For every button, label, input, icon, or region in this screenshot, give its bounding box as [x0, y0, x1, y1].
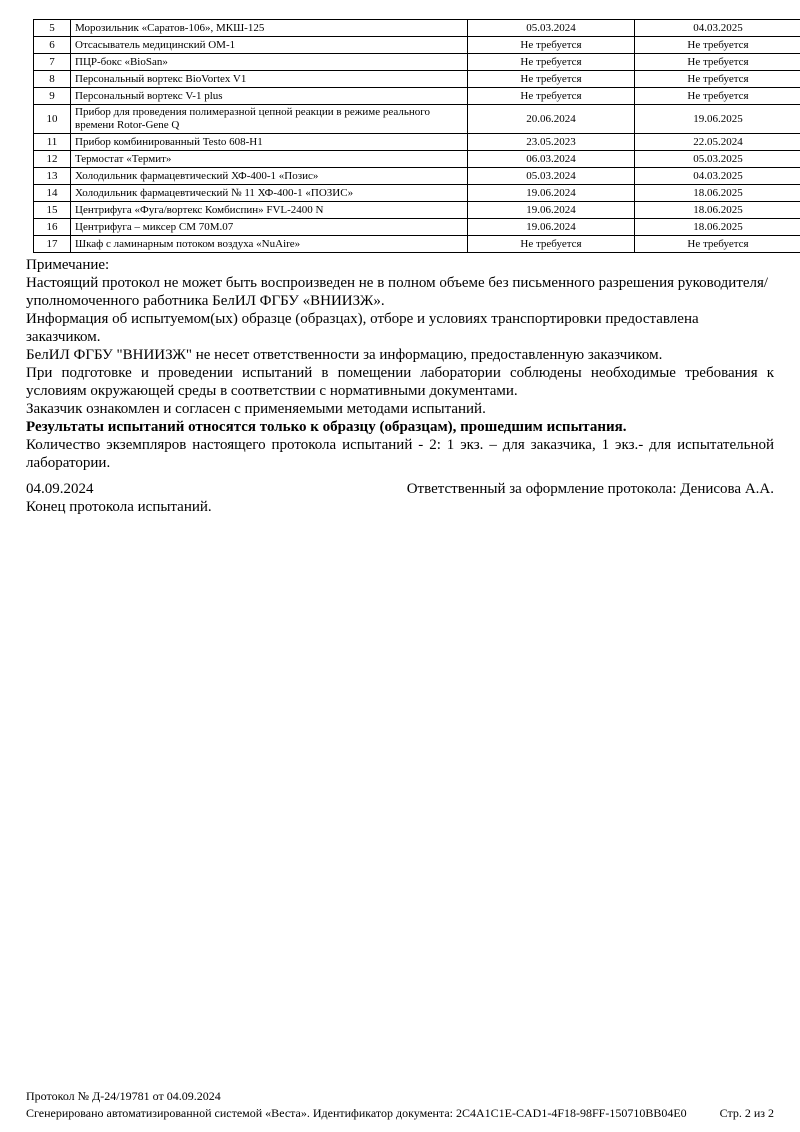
equipment-name: Центрифуга – миксер СМ 70М.07 [71, 219, 468, 236]
next-verification-date: 04.03.2025 [635, 168, 800, 185]
table-row [34, 151, 800, 168]
table-row [34, 168, 800, 185]
verification-date: 19.06.2024 [468, 219, 635, 236]
next-verification-date: 05.03.2025 [635, 151, 800, 168]
table-row [34, 236, 800, 253]
equipment-name: Отсасыватель медицинский ОМ-1 [71, 37, 468, 54]
equipment-table [33, 19, 800, 253]
row-number: 10 [34, 105, 71, 134]
verification-date: Не требуется [468, 37, 635, 54]
verification-date: 23.05.2023 [468, 134, 635, 151]
equipment-name: Персональный вортекс V-1 plus [71, 88, 468, 105]
next-verification-date: Не требуется [635, 236, 800, 253]
verification-date: Не требуется [468, 88, 635, 105]
row-number: 17 [34, 236, 71, 253]
table-row [34, 71, 800, 88]
note-paragraph: Информация об испытуемом(ых) образце (образцах), отборе и условиях транспортировки предоставлена заказчиком. [26, 311, 699, 345]
verification-date: 06.03.2024 [468, 151, 635, 168]
next-verification-date: 18.06.2025 [635, 219, 800, 236]
page-footer [26, 1088, 774, 1122]
table-row [34, 20, 800, 37]
footer-second-line [26, 1105, 774, 1122]
next-verification-date: Не требуется [635, 37, 800, 54]
note-paragraph: При подготовке и проведении испытаний в помещении лаборатории соблюдены необходимые требования к условиям окружающей среды в соответствии с нормативными документами. [26, 365, 774, 399]
note-paragraph: Результаты испытаний относятся только к образцу (образцам), прошедшим испытания. [26, 419, 627, 435]
table-row [34, 54, 800, 71]
row-number: 14 [34, 185, 71, 202]
blank-space [26, 516, 774, 1088]
table-row [34, 185, 800, 202]
footer-protocol-number: Протокол № Д-24/19781 от 04.09.2024 [26, 1089, 221, 1103]
row-number: 5 [34, 20, 71, 37]
table-row [34, 134, 800, 151]
row-number: 9 [34, 88, 71, 105]
equipment-name: Прибор комбинированный Testo 608-H1 [71, 134, 468, 151]
protocol-date: 04.09.2024 [26, 481, 94, 497]
signature-row [26, 480, 774, 498]
row-number: 15 [34, 202, 71, 219]
next-verification-date: Не требуется [635, 88, 800, 105]
end-of-protocol-line: Конец протокола испытаний. [26, 499, 212, 515]
verification-date: Не требуется [468, 236, 635, 253]
verification-date: 19.06.2024 [468, 185, 635, 202]
row-number: 12 [34, 151, 71, 168]
row-number: 16 [34, 219, 71, 236]
verification-date: Не требуется [468, 71, 635, 88]
table-row [34, 88, 800, 105]
row-number: 8 [34, 71, 71, 88]
table-row [34, 219, 800, 236]
note-paragraph: Заказчик ознакомлен и согласен с применяемыми методами испытаний. [26, 401, 486, 417]
row-number: 13 [34, 168, 71, 185]
verification-date: 19.06.2024 [468, 202, 635, 219]
note-paragraph: Настоящий протокол не может быть воспроизведен не в полном объеме без письменного разрешения руководителя/уполномоченного работника БелИЛ ФГБУ «ВНИИЗЖ». [26, 275, 769, 309]
verification-date: 05.03.2024 [468, 168, 635, 185]
next-verification-date: 19.06.2025 [635, 105, 800, 134]
equipment-name: Шкаф с ламинарным потоком воздуха «NuAire» [71, 236, 468, 253]
next-verification-date: Не требуется [635, 54, 800, 71]
note-paragraph: Количество экземпляров настоящего протокола испытаний - 2: 1 экз. – для заказчика, 1 экз.- для испытательной лаборатории. [26, 437, 774, 471]
table-row [34, 202, 800, 219]
equipment-name: Холодильник фармацевтический ХФ-400-1 «Позис» [71, 168, 468, 185]
next-verification-date: Не требуется [635, 71, 800, 88]
equipment-name: Прибор для проведения полимеразной цепной реакции в режиме реального времени Rotor-Gene Q [71, 105, 468, 134]
responsible-person: Ответственный за оформление протокола: Денисова А.А. [406, 481, 774, 497]
table-row [34, 37, 800, 54]
equipment-table-body [34, 20, 800, 253]
next-verification-date: 22.05.2024 [635, 134, 800, 151]
notes-paragraphs [26, 274, 774, 472]
notes-section [26, 256, 774, 472]
note-paragraph: БелИЛ ФГБУ "ВНИИЗЖ" не несет ответственности за информацию, предоставленную заказчиком. [26, 347, 663, 363]
notes-heading: Примечание: [26, 257, 110, 273]
equipment-name: Термостат «Термит» [71, 151, 468, 168]
next-verification-date: 04.03.2025 [635, 20, 800, 37]
verification-date: Не требуется [468, 54, 635, 71]
table-row [34, 105, 800, 134]
row-number: 7 [34, 54, 71, 71]
row-number: 11 [34, 134, 71, 151]
equipment-name: Морозильник «Саратов-106», МКШ-125 [71, 20, 468, 37]
next-verification-date: 18.06.2025 [635, 202, 800, 219]
equipment-name: ПЦР-бокс «BioSan» [71, 54, 468, 71]
verification-date: 05.03.2024 [468, 20, 635, 37]
row-number: 6 [34, 37, 71, 54]
equipment-name: Центрифуга «Фуга/вортекс Комбиспин» FVL-2400 N [71, 202, 468, 219]
equipment-name: Персональный вортекс BioVortex V1 [71, 71, 468, 88]
equipment-name: Холодильник фармацевтический № 11 ХФ-400-1 «ПОЗИС» [71, 185, 468, 202]
verification-date: 20.06.2024 [468, 105, 635, 134]
footer-page-number: Стр. 2 из 2 [719, 1106, 774, 1120]
footer-generated-info: Сгенерировано автоматизированной системой «Веста». Идентификатор документа: 2C4A1C1E-CAD1-4F18-98FF-150710BB04E0 [26, 1106, 687, 1120]
next-verification-date: 18.06.2025 [635, 185, 800, 202]
